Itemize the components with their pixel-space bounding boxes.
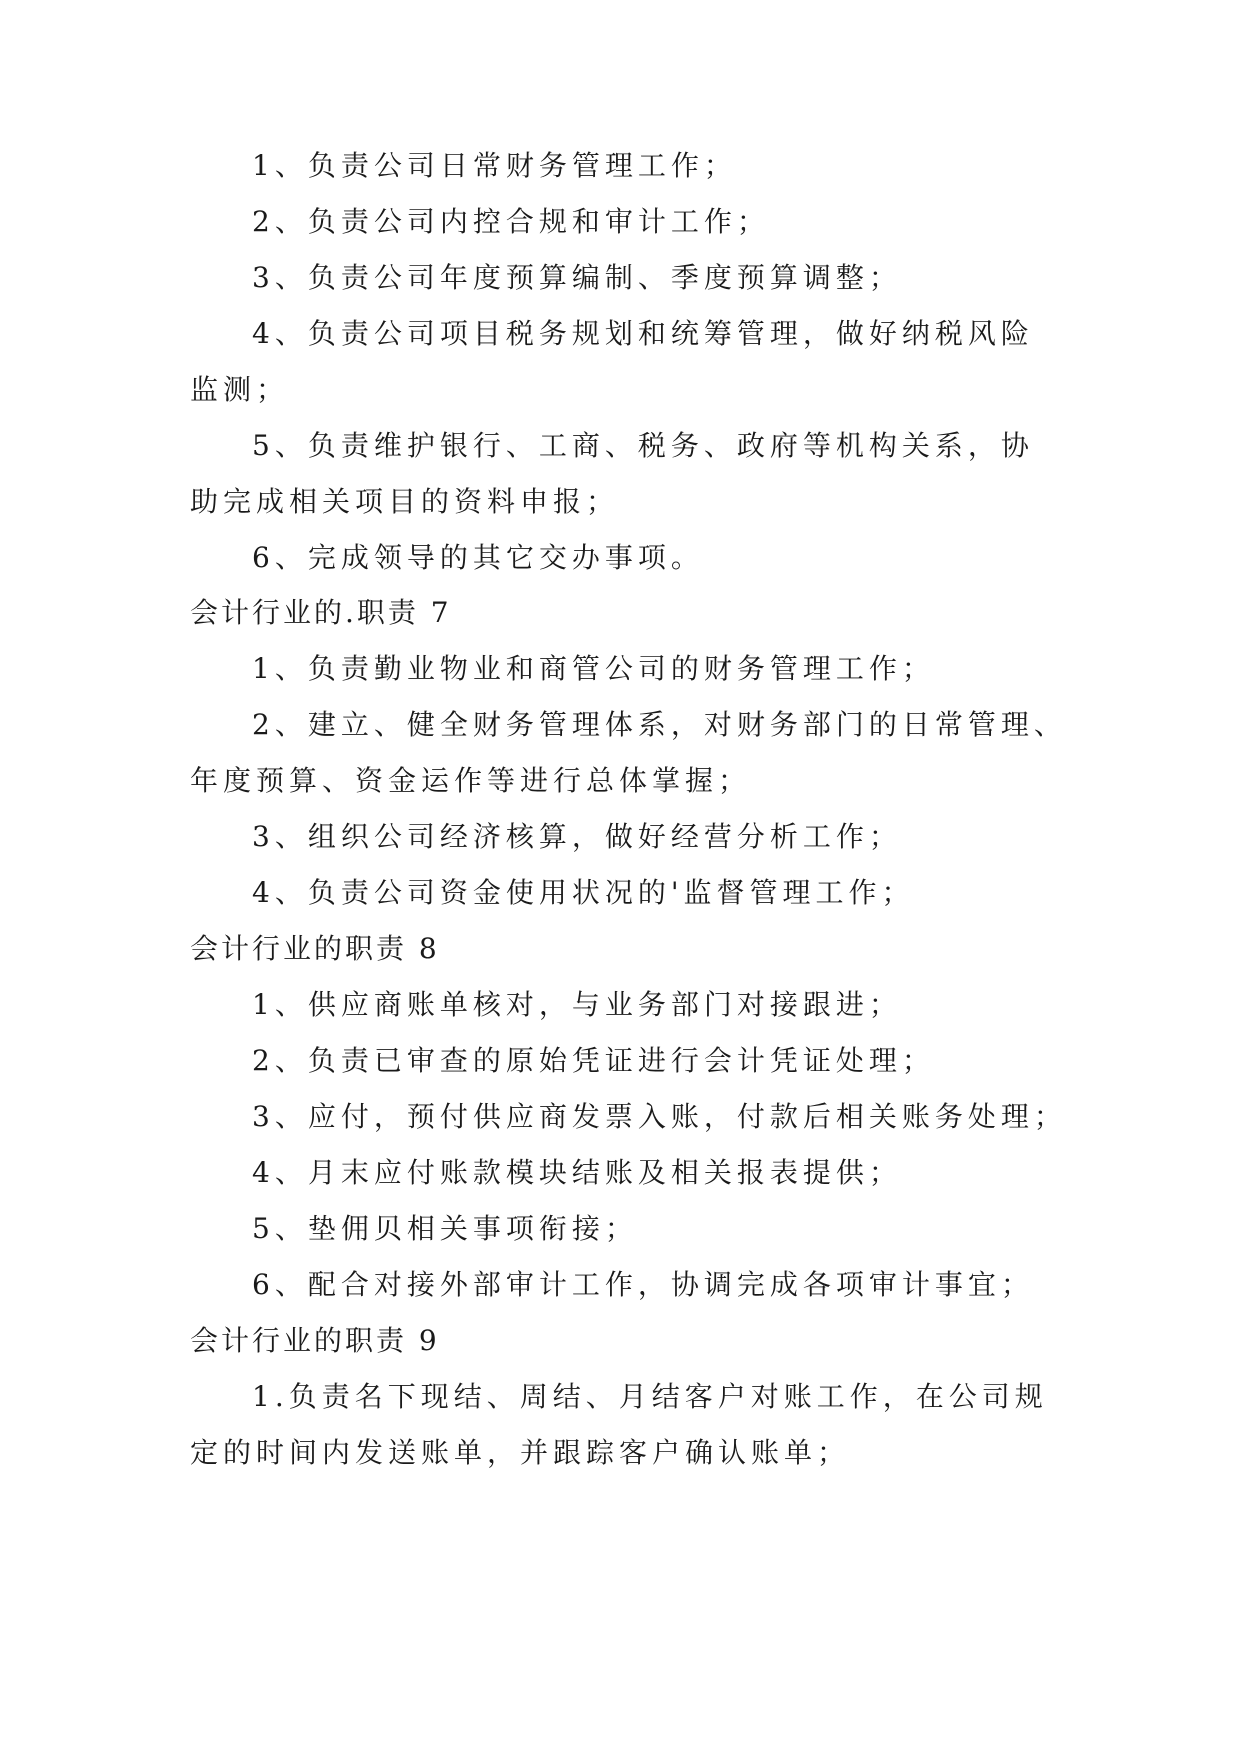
section-heading: 会计行业的.职责 7 bbox=[190, 596, 452, 629]
list-item: 3、应付，预付供应商发票入账，付款后相关账务处理； bbox=[252, 1100, 1067, 1133]
list-item: 1、供应商账单核对，与业务部门对接跟进； bbox=[252, 988, 902, 1021]
list-item: 3、组织公司经济核算，做好经营分析工作； bbox=[252, 820, 902, 853]
section-heading: 会计行业的职责 8 bbox=[190, 932, 440, 965]
list-item: 4、负责公司项目税务规划和统筹管理，做好纳税风险 bbox=[252, 317, 1034, 350]
list-item: 6、配合对接外部审计工作，协调完成各项审计事宜； bbox=[252, 1268, 1034, 1301]
list-item: 3、负责公司年度预算编制、季度预算调整； bbox=[252, 261, 902, 294]
list-item: 1.负责名下现结、周结、月结客户对账工作，在公司规 bbox=[252, 1380, 1048, 1413]
list-item: 1、负责公司日常财务管理工作； bbox=[252, 149, 737, 182]
list-item: 5、负责维护银行、工商、税务、政府等机构关系，协 bbox=[252, 429, 1034, 462]
list-item-continuation: 年度预算、资金运作等进行总体掌握； bbox=[190, 764, 752, 797]
list-item: 2、负责公司内控合规和审计工作； bbox=[252, 205, 770, 238]
list-item: 4、月末应付账款模块结账及相关报表提供； bbox=[252, 1156, 902, 1189]
list-item: 5、垫佣贝相关事项衔接； bbox=[252, 1212, 638, 1245]
list-item: 2、建立、健全财务管理体系，对财务部门的日常管理、 bbox=[252, 708, 1067, 741]
list-item: 2、负责已审查的原始凭证进行会计凭证处理； bbox=[252, 1044, 935, 1077]
list-item-continuation: 助完成相关项目的资料申报； bbox=[190, 485, 620, 518]
section-heading: 会计行业的职责 9 bbox=[190, 1324, 440, 1357]
list-item: 1、负责勤业物业和商管公司的财务管理工作； bbox=[252, 652, 935, 685]
list-item: 6、完成领导的其它交办事项。 bbox=[252, 541, 704, 574]
list-item-continuation: 监测； bbox=[190, 373, 290, 406]
list-item-continuation: 定的时间内发送账单，并跟踪客户确认账单； bbox=[190, 1436, 851, 1469]
list-item: 4、负责公司资金使用状况的'监督管理工作； bbox=[252, 876, 915, 909]
